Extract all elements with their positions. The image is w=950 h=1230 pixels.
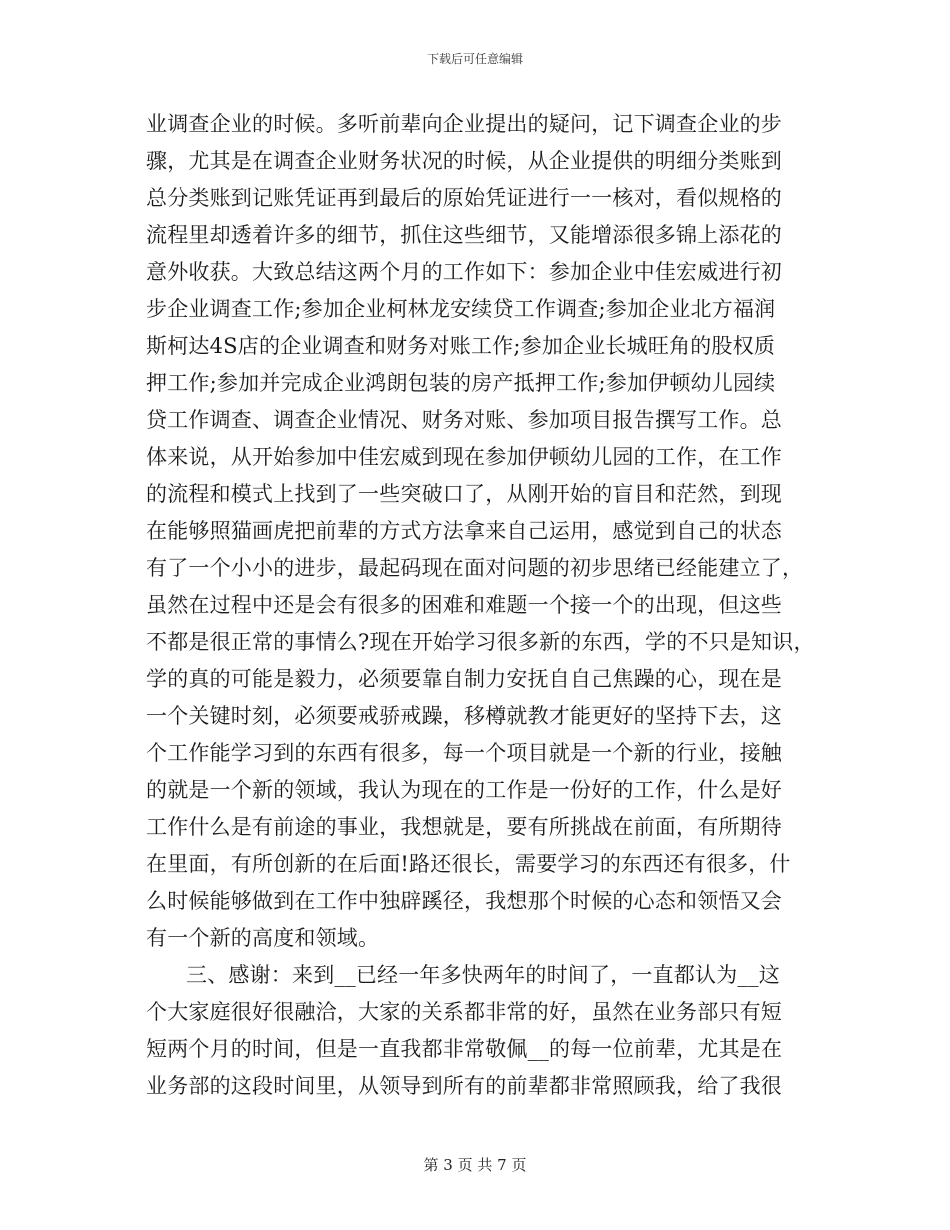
text-line: 业务部的这段时间里，从领导到所有的前辈都非常照顾我，给了我很 — [146, 1074, 782, 1098]
text-line: 骤，尤其是在调查企业财务状况的时候，从企业提供的明细分类账到 — [146, 149, 782, 173]
text-line: 短两个月的时间，但是一直我都非常敬佩__的每一位前辈，尤其是在 — [146, 1037, 783, 1061]
text-line: 在能够照猫画虎把前辈的方式方法拿来自己运用，感觉到自己的状态 — [146, 519, 782, 543]
text-line: 体来说，从开始参加中佳宏威到现在参加伊顿幼儿园的工作，在工作 — [146, 445, 782, 469]
text-line: 有一个新的高度和领域。 — [146, 926, 380, 950]
text-line: 工作什么是有前途的事业，我想就是，要有所挑战在前面，有所期待 — [146, 815, 782, 839]
text-line: 一个关键时刻，必须要戒骄戒躁，移樽就教才能更好的坚持下去，这 — [146, 704, 782, 728]
paragraph-1 — [146, 106, 866, 957]
page-number: 第 3 页 共 7 页 — [423, 1156, 527, 1174]
text-line: 虽然在过程中还是会有很多的困难和难题一个接一个的出现，但这些 — [146, 593, 782, 617]
text-line: 贷工作调查、调查企业情况、财务对账、参加项目报告撰写工作。总 — [146, 408, 782, 432]
page-header-note: 下载后可任意编辑 — [426, 52, 523, 66]
text-line: 不都是很正常的事情么?现在开始学习很多新的东西，学的不只是知识， — [146, 630, 815, 654]
paragraph-2 — [146, 957, 866, 1105]
text-line: 押工作;参加并完成企业鸿朗包装的房产抵押工作;参加伊顿幼儿园续 — [146, 371, 776, 395]
text-line: 个大家庭很好很融洽，大家的关系都非常的好，虽然在业务部只有短 — [146, 1000, 782, 1024]
text-line: 斯柯达4S店的企业调查和财务对账工作;参加企业长城旺角的股权质 — [146, 334, 776, 358]
text-line: 流程里却透着许多的细节，抓住这些细节，又能增添很多锦上添花的 — [146, 223, 782, 247]
text-line: 么时候能够做到在工作中独辟蹊径，我想那个时候的心态和领悟又会 — [146, 889, 782, 913]
text-line: 学的真的可能是毅力，必须要靠自制力安抚自自己焦躁的心，现在是 — [146, 667, 782, 691]
text-line: 有了一个小小的进步，最起码现在面对问题的初步思绪已经能建立了， — [146, 556, 804, 580]
text-line: 个工作能学习到的东西有很多，每一个项目就是一个新的行业，接触 — [146, 741, 782, 765]
text-line: 在里面，有所创新的在后面!路还很长，需要学习的东西还有很多，什 — [146, 852, 791, 876]
document-body — [146, 106, 866, 1105]
text-line: 意外收获。大致总结这两个月的工作如下：参加企业中佳宏威进行初 — [146, 260, 782, 284]
text-line: 的流程和模式上找到了一些突破口了，从刚开始的盲目和茫然，到现 — [146, 482, 782, 506]
text-line: 步企业调查工作;参加企业柯林龙安续贷工作调查;参加企业北方福润 — [146, 297, 776, 321]
text-line: 三、感谢：来到__已经一年多快两年的时间了，一直都认为__这 — [186, 963, 780, 987]
text-line: 总分类账到记账凭证再到最后的原始凭证进行一一核对，看似规格的 — [146, 186, 782, 210]
text-line: 业调查企业的时候。多听前辈向企业提出的疑问，记下调查企业的步 — [146, 112, 782, 136]
text-line: 的就是一个新的领域，我认为现在的工作是一份好的工作，什么是好 — [146, 778, 782, 802]
